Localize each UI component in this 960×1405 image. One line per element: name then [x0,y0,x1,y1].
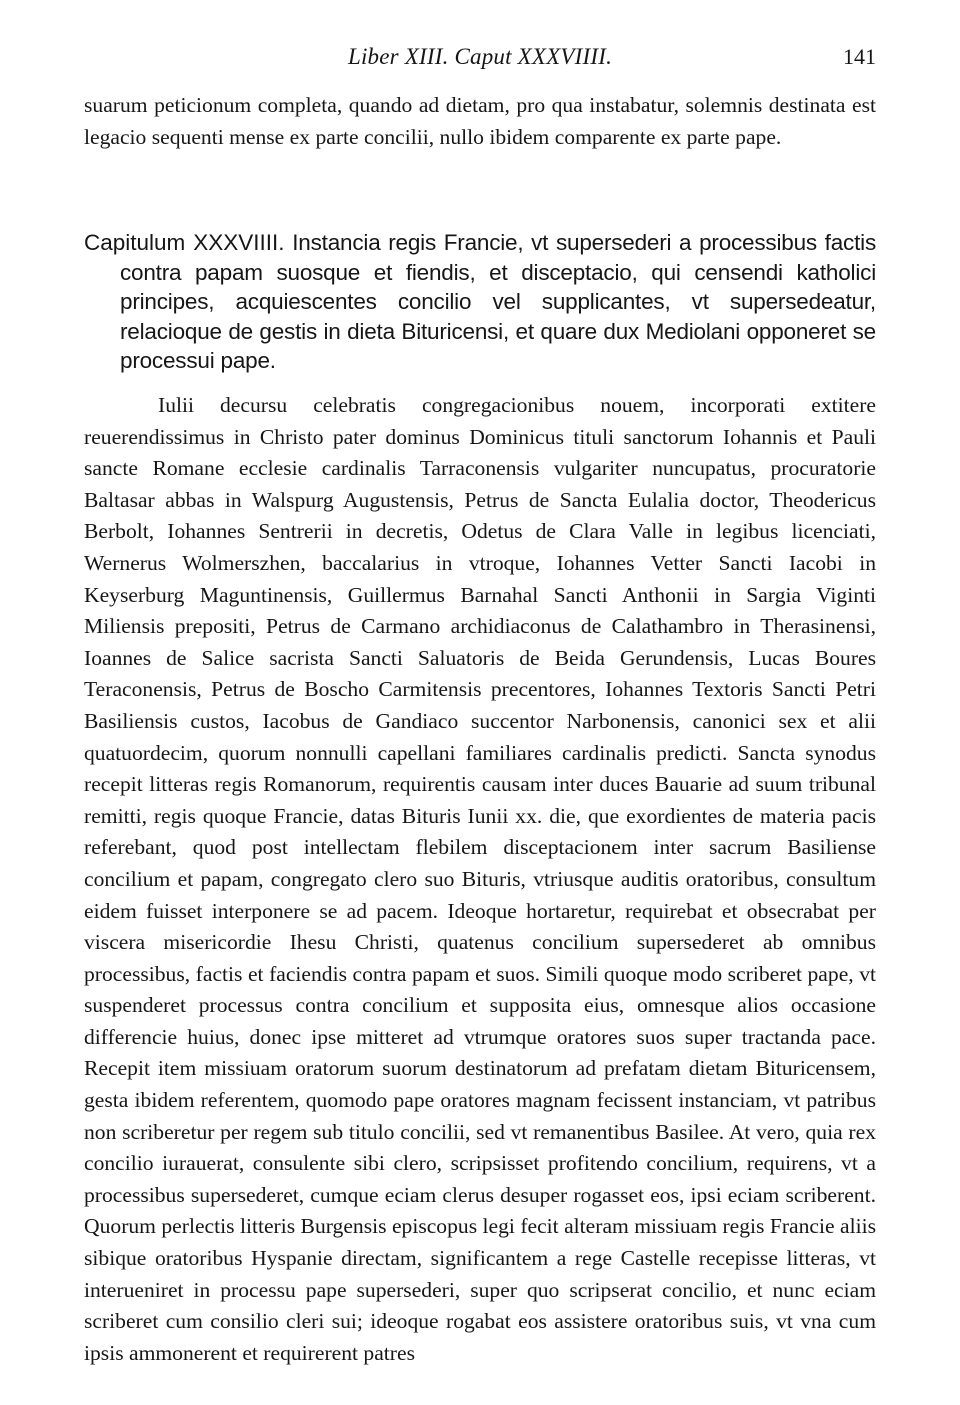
chapter-summary: Instancia regis Francie, vt supersederi a processibus factis contra papam suosque et fiendis, et disceptacio, qui censendi katholici principes, acquiescentes concilio vel supplicantes, vt supersedeatur, relacioque de gestis in dieta Bituricensi, et quare dux Mediolani opponeret se processui pape. [120,230,876,373]
running-title: Liber XIII. Caput XXXVIIII. [347,44,613,69]
chapter-label: Capitulum XXXVIIII. [84,230,285,255]
chapter-heading [84,228,876,376]
book-page [84,0,876,1405]
chapter-heading-block [84,228,876,376]
page-number: 141 [843,44,876,69]
running-head [84,44,876,78]
lead-paragraph: suarum peticionum completa, quando ad dietam, pro qua instabatur, solemnis destinata est legacio sequenti mense ex parte concilii, nullo ibidem comparente ex parte pape. [84,93,876,149]
main-paragraph: Iulii decursu celebratis congregacionibus nouem, incorporati extitere reuerendissimus in Christo pater dominus Dominicus tituli sanctorum Iohannis et Pauli sancte Romane ecclesie cardinalis Tarraconensis vulgariter nuncupatus, procuratorie Baltasar abbas in Walspurg Augustensis, Petrus de Sancta Eulalia doctor, Theodericus Berbolt, Iohannes Sentrerii in decretis, Odetus de Clara Valle in legibus licenciati, Wernerus Wolmerszhen, baccalarius in vtroque, Iohannes Vetter Sancti Iacobi in Keyserburg Maguntinensis, Guillermus Barnahal Sancti Anthonii in Sargia Viginti Miliensis prepositi, Petrus de Carmano archidiaconus de Calathambro in Therasinensi, Ioannes de Salice sacrista Sancti Saluatoris de Beida Gerundensis, Lucas Boures Teraconensis, Petrus de Boscho Carmitensis precentores, Iohannes Textoris Sancti Petri Basiliensis custos, Iacobus de Gandiaco succentor Narbonensis, canonici sex et alii quatuordecim, quorum nonnulli capellani familiares cardinalis predicti. Sancta synodus recepit litteras regis Romanorum, requirentis causam inter duces Bauarie ad suum tribunal remitti, regis quoque Francie, datas Bituris Iunii xx. die, que exordientes de materia pacis referebant, quod post intellectam flebilem disceptacionem inter sacrum Basiliense concilium et papam, congregato clero suo Bituris, vtriusque auditis oratoribus, consultum eidem fuisset interponere se ad pacem. Ideoque hortaretur, requirebat et obsecrabat per viscera misericordie Ihesu Christi, quatenus concilium supersederet ab omnibus processibus, factis et faciendis contra papam et suos. Simili quoque modo scriberet pape, vt suspenderet processus contra concilium et supposita eius, omnesque alios occasione differencie huius, donec ipse mitteret ad vtrumque oratores suos super tractanda pace. Recepit item missiuam oratorum suorum destinatorum ad prefatam dietam Bituricensem, gesta ibidem referentem, quomodo pape oratores magnam fecissent instanciam, vt patribus non scriberetur per regem sub titulo concilii, sed vt remanentibus Basilee. At vero, quia rex concilio iurauerat, consulente sibi clero, scripsisset profitendo concilium, requirens, vt a processibus supersederet, cumque eciam clerus desuper rogasset eos, ipsi eciam scriberent. Quorum perlectis litteris Burgensis episcopus legi fecit alteram missiuam regis Francie aliis sibique oratoribus Hyspanie directam, significantem a rege Castelle recepisse litteras, vt interueniret in processu pape supersederi, super quo scripserat concilio, et nunc eciam scriberet cum consilio cleri sui; ideoque rogabat eos assistere oratoribus suis, vt vna cum ipsis ammonerent et requirerent patres [84,393,876,1365]
